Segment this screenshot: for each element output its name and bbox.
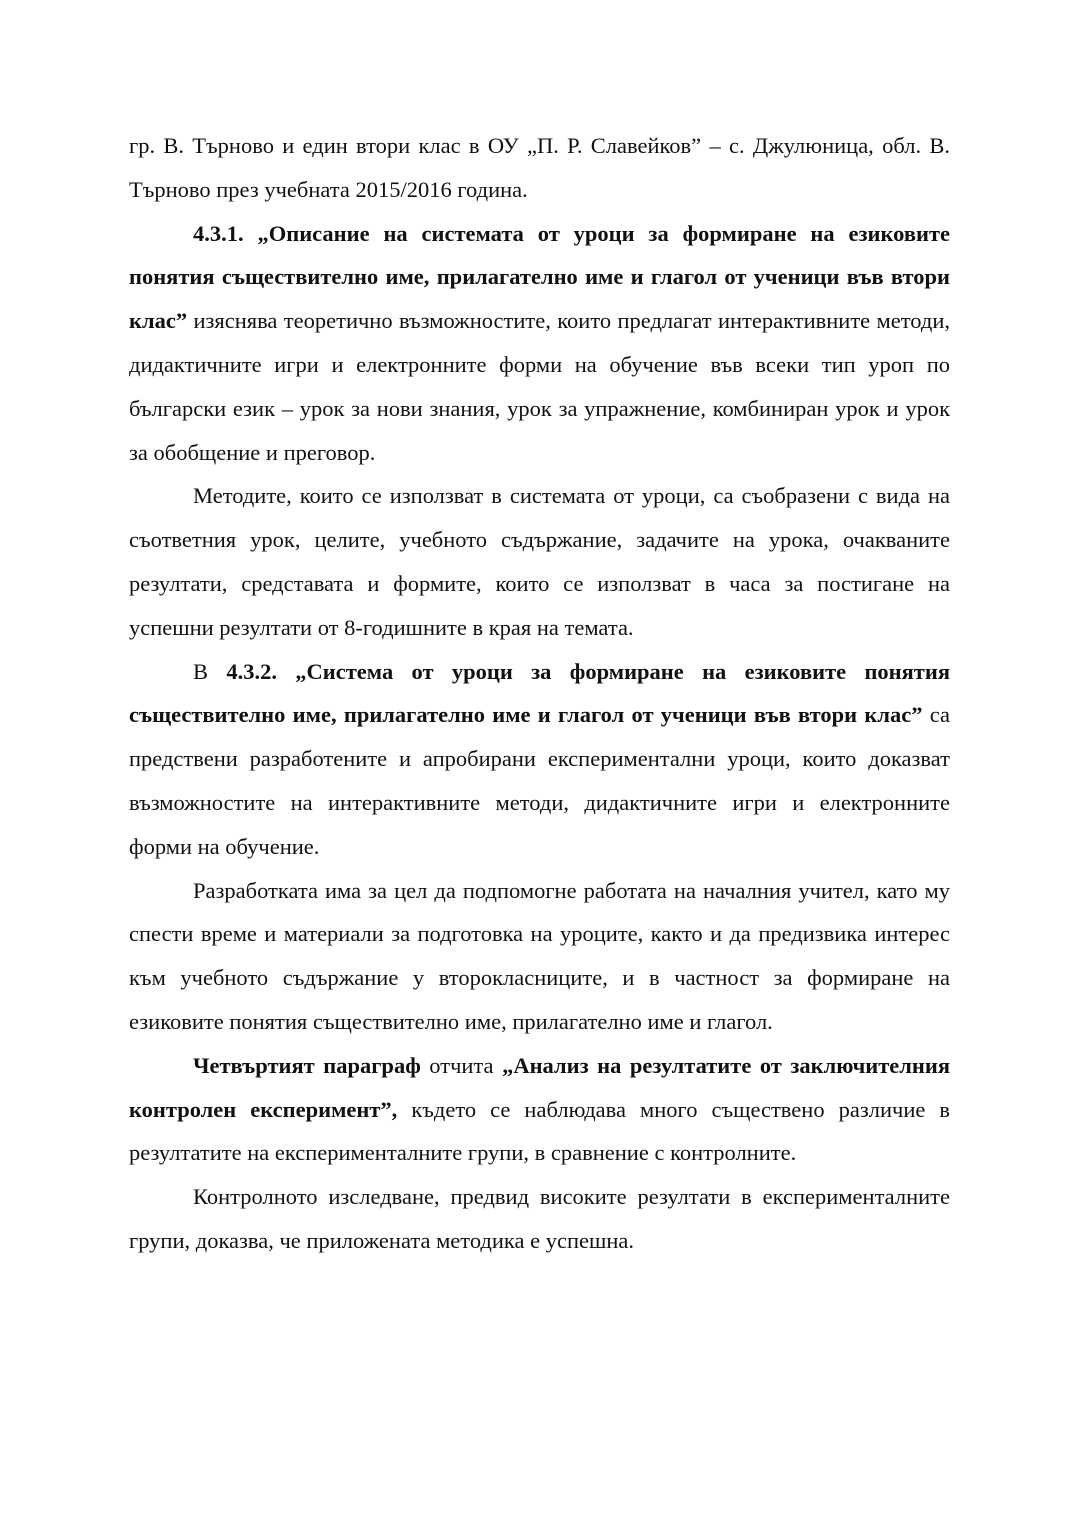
paragraph-text: В (193, 658, 227, 684)
paragraph-text: където се наблюдава много съществено различие в резултатите на експерименталните групи, в сравнение с контролните. (129, 1096, 950, 1166)
paragraph-text: отчита (420, 1052, 503, 1078)
paragraph-4-3-1 (129, 212, 950, 475)
document-page (129, 124, 950, 1263)
paragraph-text: изяснява теоретично възможностите, които предлагат интерактивните методи, дидактичните игри и електронните форми на обучение във всеки тип уроп по български език – урок за нови знания, урок за упражнение, комбиниран урок и урок за обобщение и преговор. (129, 308, 950, 465)
paragraph-conclusion: Контролното изследване, предвид високите резултати в експерименталните групи, доказва, че приложената методика е успешна. (129, 1184, 950, 1253)
section-heading-4-3-1: 4.3.1. „Описание на системата от уроци за формиране на езиковите понятия съществително име, прилагателно име и глагол от ученици във втори клас” (129, 220, 950, 334)
paragraph-fourth-section (129, 1044, 950, 1175)
paragraph-development: Разработката има за цел да подпомогне работата на началния учител, като му спести време и материали за подготовка на уроците, както и да предизвика интерес към учебното съдържание у второкласниците, и в частност за формиране на езиковите понятия съществително име, прилагателно име и глагол. (129, 877, 950, 1034)
bold-phrase: „Анализ на резултатите от заключителния контролен експеримент”, (129, 1052, 950, 1122)
paragraph-text: са предствени разработените и апробирани експериментални уроци, които доказват възможностите на интерактивните методи, дидактичните игри и електронните форми на обучение. (129, 702, 950, 859)
paragraph-methods: Методите, които се използват в системата от уроци, са съобразени с вида на съответния урок, целите, учебното съдържание, задачите на урока, очакваните резултати, средставата и формите, които се използват в часа за постигане на успешни резултати от 8-годишните в края на темата. (129, 483, 950, 640)
paragraph-4-3-2 (129, 650, 950, 869)
bold-phrase: Четвъртият параграф (193, 1052, 421, 1078)
paragraph-continuation: гр. В. Търново и един втори клас в ОУ „П. Р. Славейков” – с. Джулюница, обл. В. Търново през учебната 2015/2016 година. (129, 133, 950, 202)
section-heading-4-3-2: 4.3.2. „Система от уроци за формиране на езиковите понятия съществително име, прилагателно име и глагол от ученици във втори клас” (129, 658, 950, 728)
